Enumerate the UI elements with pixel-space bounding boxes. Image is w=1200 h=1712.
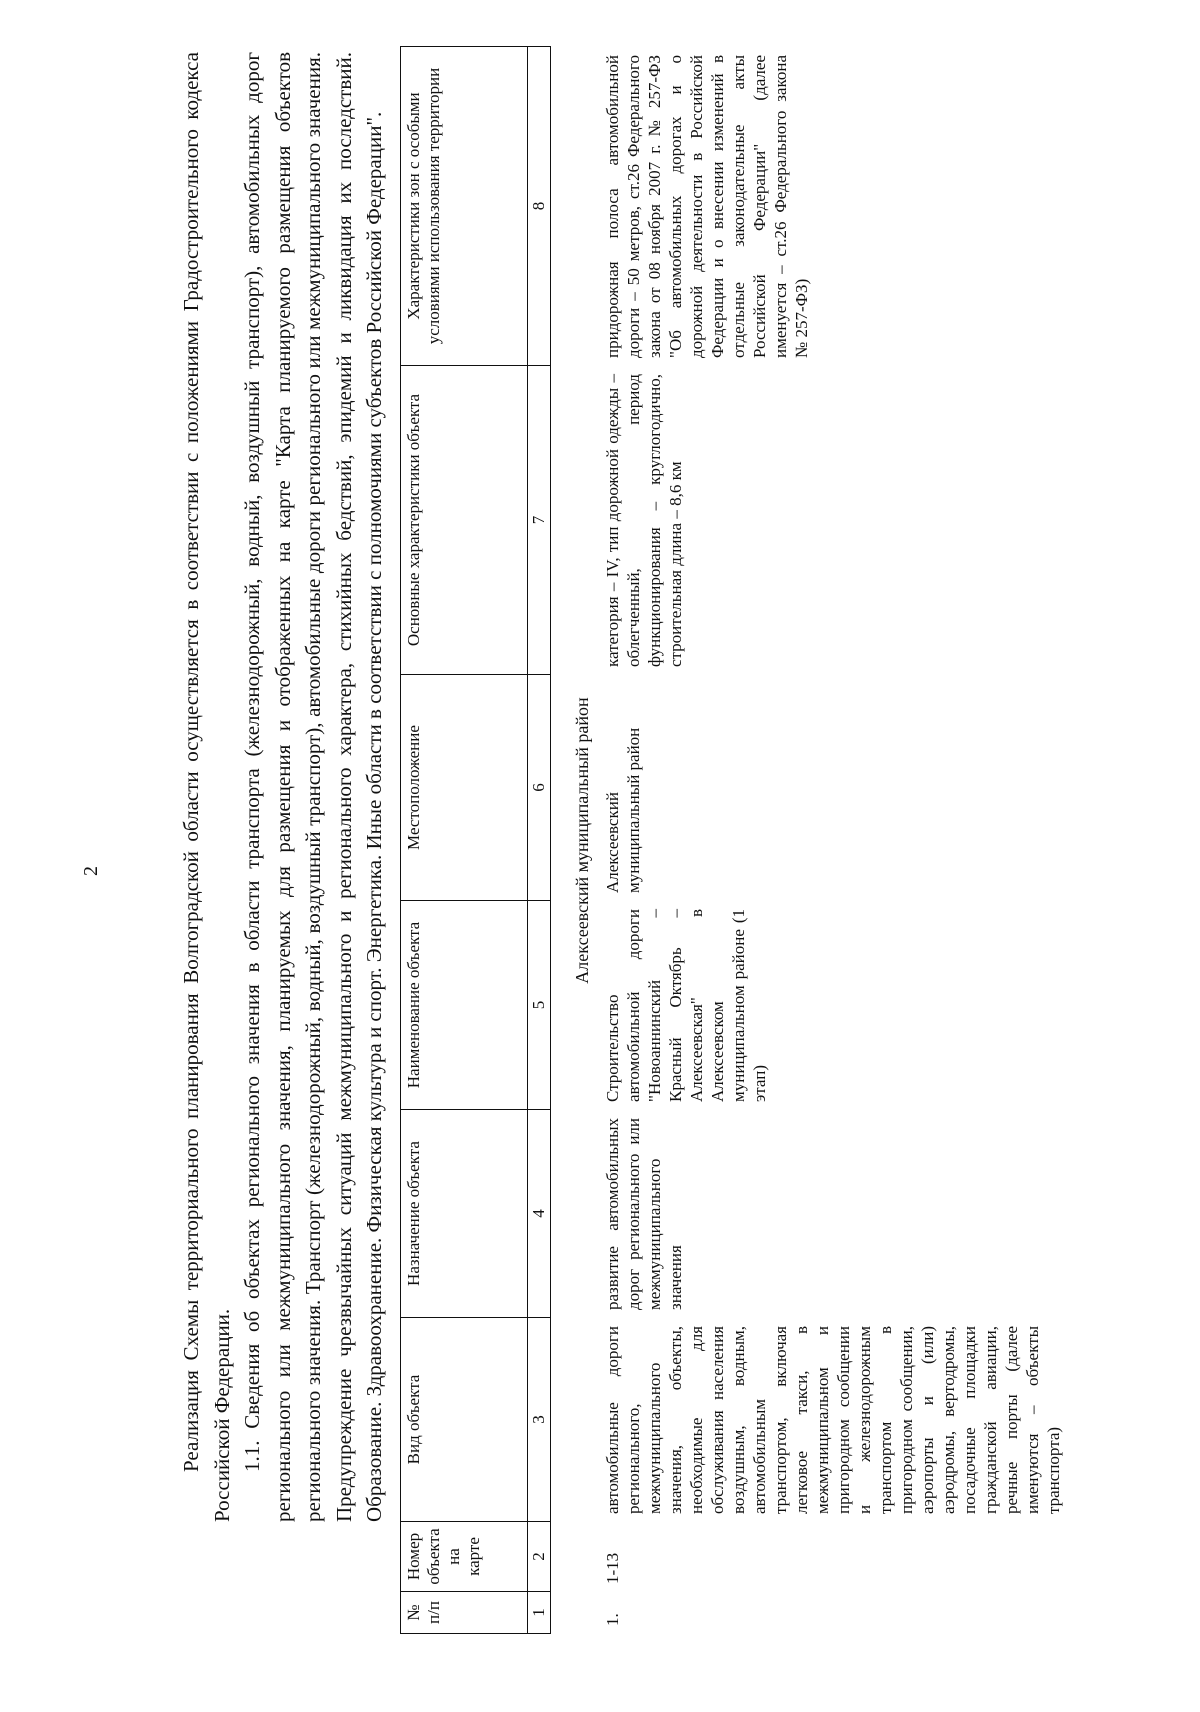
- intro-paragraph-1: Реализация Схемы территориального планирования Волгоградской области осуществляется в соответствии с положениями Градостроительного кодекса Российской Федерации.: [179, 52, 234, 1522]
- header-cell: Наименование объекта: [401, 901, 528, 1110]
- column-number: 6: [528, 675, 551, 901]
- cell-object-type: автомобильные дороги регионального, межмуниципального значения, объекты, необходимые для обслуживания населения воздушным, водным, автомобильным транспортом, включая легковое такси, в межмуниципальном и пригородном сообщении и железнодорожным транспортом в пригородном сообщении, аэропорты и (или) аэродромы, вертодромы, посадочные площадки гражданской авиации, речные порты (далее именуются – объекты транспорта): [603, 1326, 1063, 1514]
- section-title: Алексеевский муниципальный район: [572, 697, 592, 984]
- intro-text: [176, 52, 390, 1522]
- column-number: 5: [528, 901, 551, 1110]
- cell-characteristics: категория – IV, тип дорожной одежды – облегченный, период функционирования – круглогодично, строительная длина – 8,6 км: [603, 374, 685, 667]
- cell-number: 1.: [603, 1613, 622, 1626]
- table-row: [600, 47, 1066, 1634]
- cell-map-number: 1-13: [603, 1552, 622, 1584]
- header-cell: Вид объекта: [401, 1318, 528, 1522]
- page-number: 2: [80, 866, 102, 876]
- column-number: 4: [528, 1110, 551, 1318]
- column-number: 8: [528, 47, 551, 366]
- header-cell: Основные характеристики объекта: [401, 366, 528, 675]
- objects-table: [400, 46, 551, 1634]
- cell-location: Алексеевский муниципальный район: [603, 727, 643, 893]
- intro-paragraph-2: 1.1. Сведения об объектах регионального значения в области транспорта (железнодорожный, водный, воздушный транспорт), автомобильных дорог регионального или межмуниципального значения, планируемых для размещения и отображенных на карте "Карта планируемого размещения объектов регионального значения. Транспорт (железнодорожный, водный, воздушный транспорт), автомобильные дороги регионального или межмуниципального значения. Предупреждение чрезвычайных ситуаций межмуниципального и регионального характера, стихийных бедствий, эпидемий и ликвидация их последствий. Образование. Здравоохранение. Физическая культура и спорт. Энергетика. Иные области в соответствии с полномочиями субъектов Российской Федерации".: [240, 52, 386, 1522]
- column-number: 3: [528, 1318, 551, 1522]
- column-number-row: [528, 47, 551, 1634]
- header-cell: Местоположение: [401, 675, 528, 901]
- header-cell: № п/п: [401, 1592, 528, 1634]
- header-cell: Номер объекта на карте: [401, 1522, 528, 1592]
- table-header-row: [401, 47, 528, 1634]
- header-cell: Назначение объекта: [401, 1110, 528, 1318]
- objects-table-body: [600, 47, 1066, 1634]
- column-number: 2: [528, 1522, 551, 1592]
- cell-zones: придорожная полоса автомобильной дороги – 50 метров, ст.26 Федерального закона от 08 ноября 2007 г. № 257-ФЗ "Об автомобильных дорогах и о дорожной деятельности в Российской Федерации и о внесении изменений в отдельные законодательные акты Российской Федерации" (далее именуется – ст.26 Федерального закона № 257-ФЗ): [603, 55, 811, 358]
- cell-object-purpose: развитие автомобильных дорог регионального или межмуниципального значения: [603, 1118, 685, 1310]
- header-cell: Характеристики зон с особыми условиями использования территории: [401, 47, 528, 366]
- column-number: 1: [528, 1592, 551, 1634]
- cell-object-name: Строительство автомобильной дороги "Новоаннинский – Красный Октябрь – Алексеевская" в Алексеевском муниципальном районе (1 этап): [603, 909, 769, 1102]
- column-number: 7: [528, 366, 551, 675]
